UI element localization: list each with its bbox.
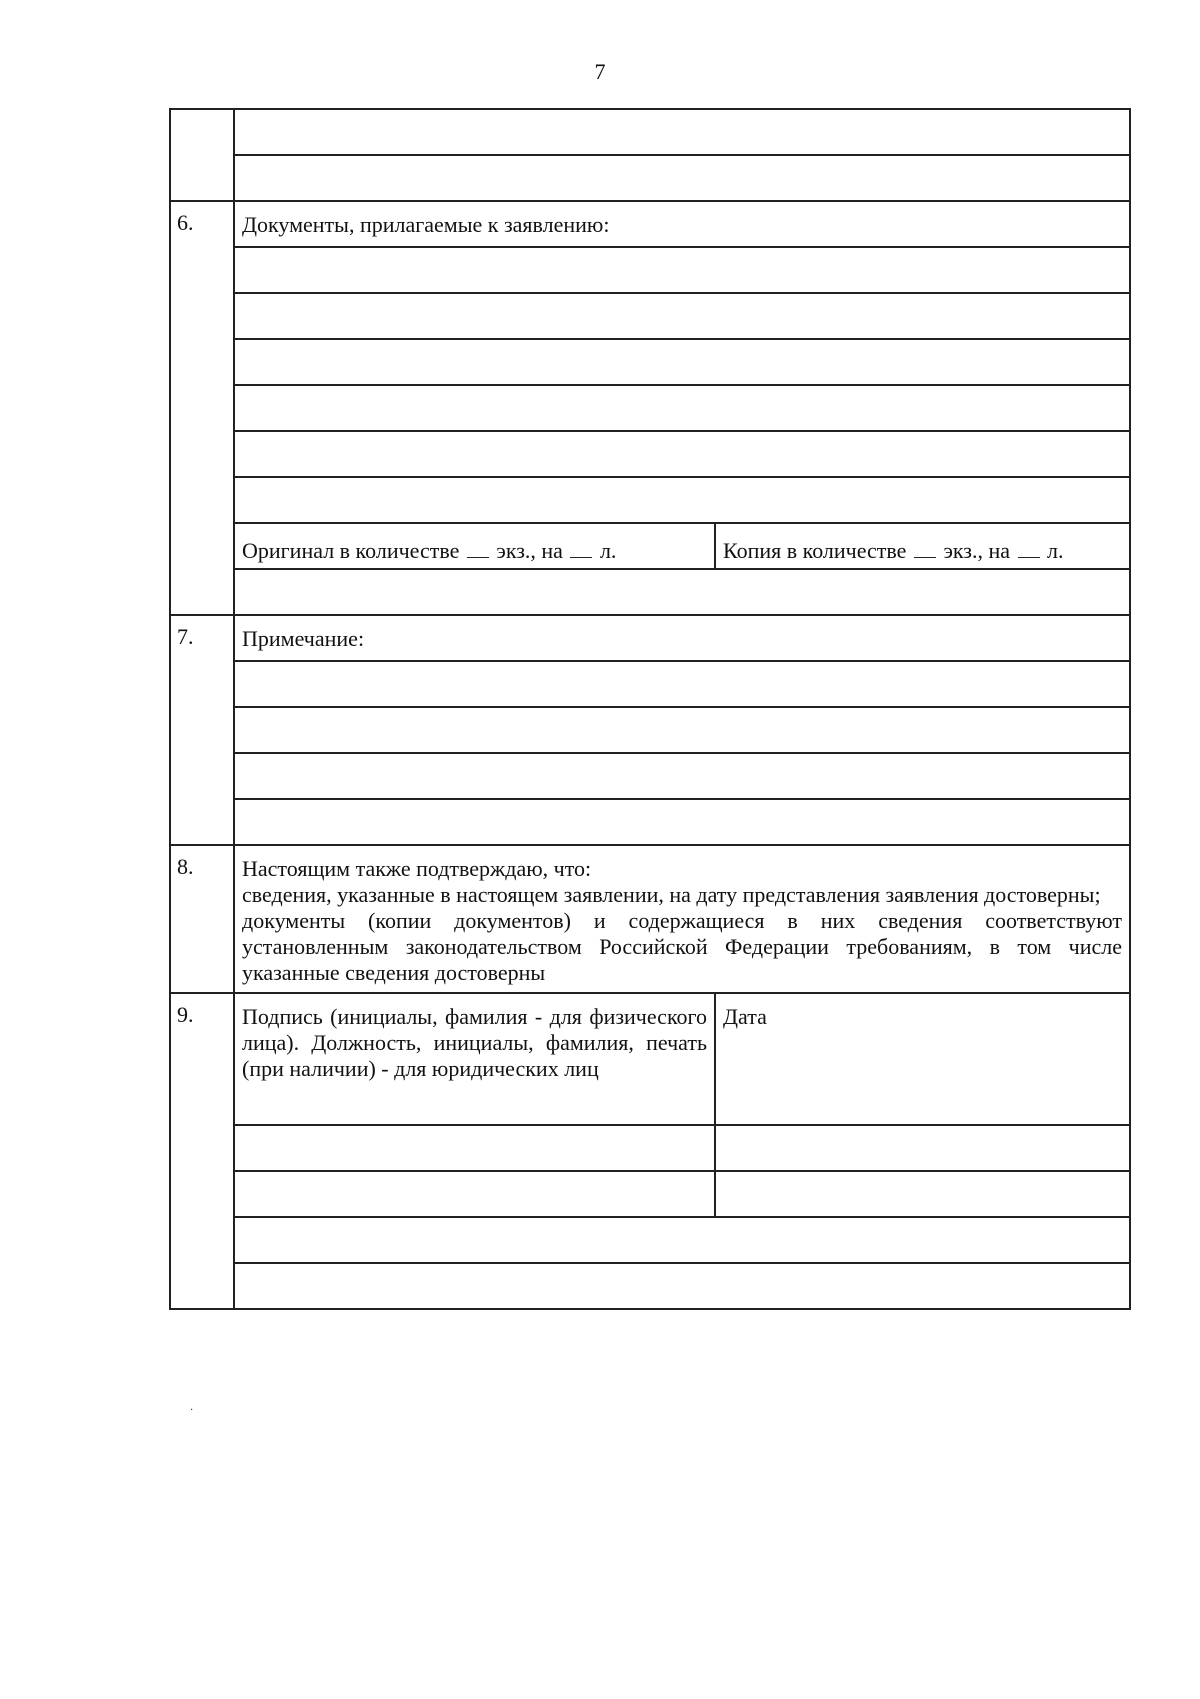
copy-mid: экз., на — [943, 538, 1011, 563]
section6-header-row — [170, 201, 1130, 247]
blank-field[interactable] — [234, 799, 1130, 845]
blank-field[interactable] — [234, 569, 1130, 615]
copy-count-cell[interactable] — [715, 523, 1130, 569]
section6-title: Документы, прилагаемые к заявлению: — [234, 201, 1130, 247]
original-mid: экз., на — [496, 538, 563, 563]
original-prefix: Оригинал в количестве — [242, 538, 460, 563]
form-row-blank — [170, 109, 1130, 155]
section8-line1: Настоящим также подтверждаю, что: — [242, 856, 592, 881]
section7-blank-row — [170, 661, 1130, 707]
copy-suffix: л. — [1047, 538, 1064, 563]
blank-field[interactable] — [234, 247, 1130, 293]
section9-number: 9. — [170, 993, 234, 1309]
scan-speck: · — [190, 1405, 194, 1416]
signature-row — [170, 1125, 1130, 1171]
section7-blank-row — [170, 753, 1130, 799]
section8-row — [170, 845, 1130, 993]
copy-prefix: Копия в количестве — [723, 538, 907, 563]
section9-header-row — [170, 993, 1130, 1125]
blank-field[interactable] — [234, 155, 1130, 201]
form-row-blank — [170, 155, 1130, 201]
blank-field[interactable] — [234, 661, 1130, 707]
blank-field[interactable] — [234, 431, 1130, 477]
date-field[interactable] — [715, 1125, 1130, 1171]
section8-number: 8. — [170, 845, 234, 993]
section7-number: 7. — [170, 615, 234, 845]
section8-line2: сведения, указанные в настоящем заявлении, на дату представления заявления достоверны; — [242, 882, 1101, 907]
section6-blank-row — [170, 477, 1130, 523]
section8-line3: документы (копии документов) и содержащиеся в них сведения соответствуют установленным законодательством Российской Федерации требованиям, в том числе указанные сведения достоверны — [242, 908, 1122, 985]
copy-copies-blank[interactable] — [914, 539, 936, 558]
section6-blank-row — [170, 247, 1130, 293]
blank-field[interactable] — [234, 339, 1130, 385]
blank-field[interactable] — [234, 109, 1130, 155]
blank-field[interactable] — [234, 1263, 1130, 1309]
page-number: 7 — [594, 59, 606, 84]
signature-field[interactable] — [234, 1125, 715, 1171]
section8-text — [234, 845, 1130, 993]
section6-blank-row — [170, 431, 1130, 477]
blank-field[interactable] — [234, 707, 1130, 753]
section6-blank-row — [170, 569, 1130, 615]
blank-field[interactable] — [234, 753, 1130, 799]
application-form-table — [169, 108, 1131, 1310]
section6-blank-row — [170, 293, 1130, 339]
blank-field[interactable] — [234, 477, 1130, 523]
section9-blank-row — [170, 1217, 1130, 1263]
original-suffix: л. — [599, 538, 617, 563]
signature-row — [170, 1171, 1130, 1217]
section9-blank-row — [170, 1263, 1130, 1309]
original-copies-blank[interactable] — [467, 539, 489, 558]
copy-sheets-blank[interactable] — [1018, 539, 1040, 558]
date-field[interactable] — [715, 1171, 1130, 1217]
date-label: Дата — [715, 993, 1130, 1125]
signature-label: Подпись (инициалы, фамилия - для физического лица). Должность, инициалы, фамилия, печать (при наличии) - для юридических лиц — [234, 993, 715, 1125]
section7-title: Примечание: — [234, 615, 1130, 661]
blank-field[interactable] — [234, 1217, 1130, 1263]
section6-number: 6. — [170, 201, 234, 615]
section7-blank-row — [170, 707, 1130, 753]
section6-blank-row — [170, 385, 1130, 431]
section6-blank-row — [170, 339, 1130, 385]
section7-header-row — [170, 615, 1130, 661]
section7-blank-row — [170, 799, 1130, 845]
signature-field[interactable] — [234, 1171, 715, 1217]
blank-field[interactable] — [234, 385, 1130, 431]
blank-field[interactable] — [234, 293, 1130, 339]
section6-count-row — [170, 523, 1130, 569]
original-sheets-blank[interactable] — [570, 539, 592, 558]
original-count-cell[interactable] — [234, 523, 715, 569]
continuation-number-cell — [170, 109, 234, 201]
